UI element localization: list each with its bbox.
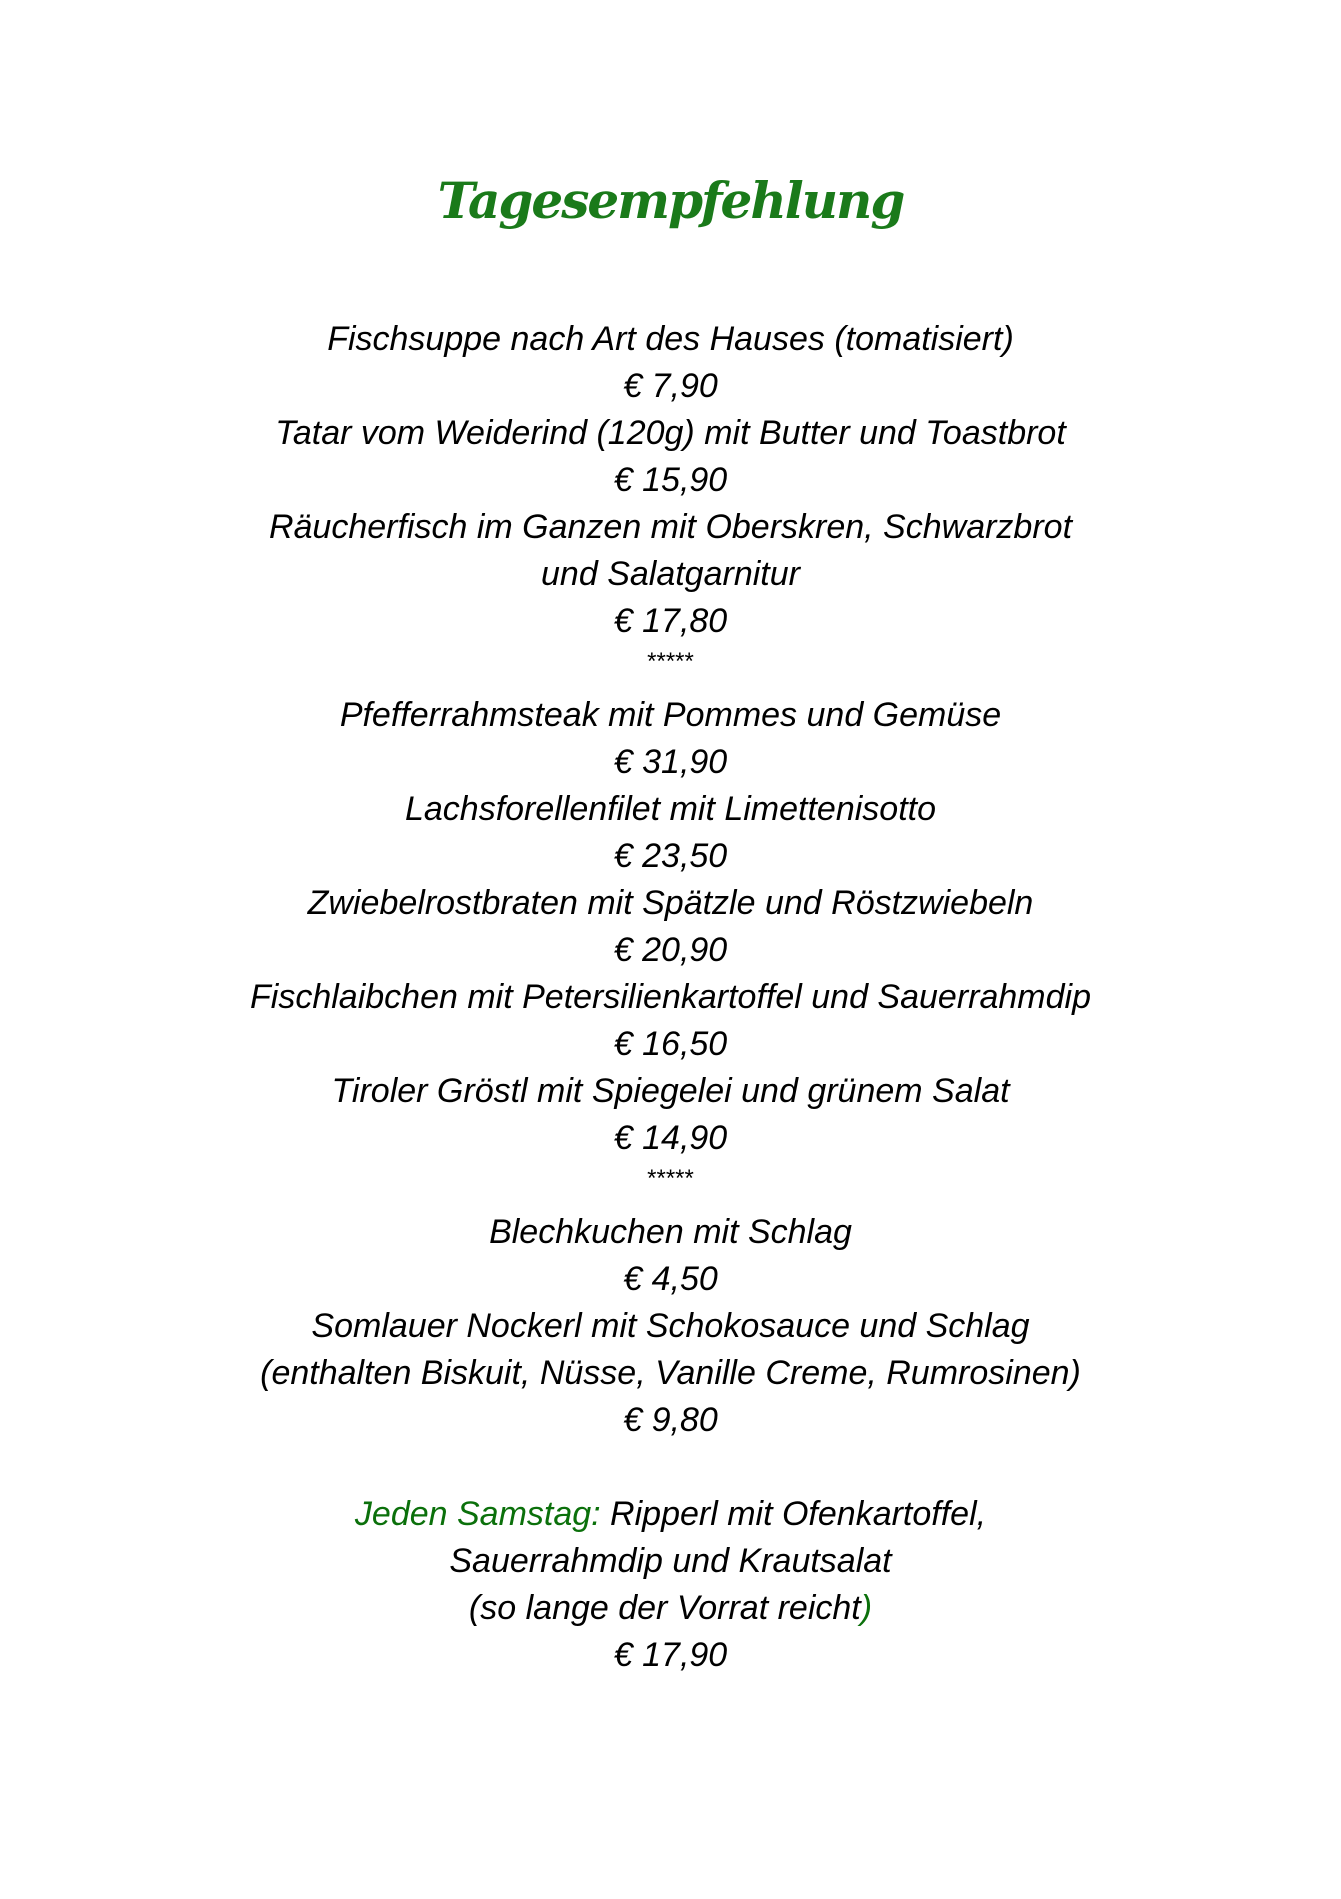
menu-item xyxy=(0,1209,1341,1303)
spacer xyxy=(0,1444,1341,1491)
dish-name: Lachsforellenfilet mit Limettenisotto xyxy=(404,790,937,828)
menu-item xyxy=(0,316,1341,410)
dish-name: Tatar vom Weiderind (120g) mit Butter und Toastbrot xyxy=(275,414,1066,452)
saturday-dish-continued: Sauerrahmdip und Krautsalat xyxy=(449,1542,892,1580)
page-title: Tagesempfehlung xyxy=(437,171,904,230)
saturday-note-close: ) xyxy=(860,1589,873,1627)
menu-item xyxy=(0,880,1341,974)
menu-item xyxy=(0,1303,1341,1444)
dish-price: € 15,90 xyxy=(613,461,728,499)
dish-price: € 16,50 xyxy=(613,1025,728,1063)
desserts-section xyxy=(0,1209,1341,1444)
saturday-price: € 17,90 xyxy=(613,1636,728,1674)
saturday-dish: Ripperl mit Ofenkartoffel, xyxy=(600,1495,987,1533)
menu-item xyxy=(0,692,1341,786)
starters-section xyxy=(0,316,1341,645)
saturday-note xyxy=(0,1585,1341,1632)
menu-item xyxy=(0,504,1341,645)
menu-item xyxy=(0,786,1341,880)
dish-price: € 9,80 xyxy=(623,1401,718,1439)
dish-name: Blechkuchen mit Schlag xyxy=(489,1213,852,1251)
section-separator: ***** xyxy=(647,648,694,675)
dish-name: Zwiebelrostbraten mit Spätzle und Röstzwiebeln xyxy=(307,884,1034,922)
menu-item xyxy=(0,410,1341,504)
dish-name: Somlauer Nockerl mit Schokosauce und Schlag xyxy=(311,1307,1030,1345)
saturday-special-line xyxy=(0,1491,1341,1538)
menu-item xyxy=(0,1068,1341,1162)
dish-name: Fischlaibchen mit Petersilienkartoffel und Sauerrahmdip xyxy=(250,978,1091,1016)
menu-item xyxy=(0,974,1341,1068)
dish-price: € 31,90 xyxy=(613,743,728,781)
dish-name: Tiroler Gröstl mit Spiegelei und grünem Salat xyxy=(331,1072,1010,1110)
mains-section xyxy=(0,692,1341,1162)
section-separator: ***** xyxy=(647,1165,694,1192)
saturday-special xyxy=(0,1491,1341,1679)
menu-list xyxy=(0,316,1341,1679)
dish-name-continued: und Salatgarnitur xyxy=(541,555,800,593)
dish-price: € 7,90 xyxy=(623,367,718,405)
dish-name: Pfefferrahmsteak mit Pommes und Gemüse xyxy=(339,696,1002,734)
dish-description: (enthalten Biskuit, Nüsse, Vanille Creme, Rumrosinen) xyxy=(260,1354,1081,1392)
saturday-label: Jeden Samstag: xyxy=(354,1495,601,1533)
dish-price: € 23,50 xyxy=(613,837,728,875)
saturday-note-text: (so lange der Vorrat reicht xyxy=(468,1589,861,1627)
dish-price: € 14,90 xyxy=(613,1119,728,1157)
dish-price: € 20,90 xyxy=(613,931,728,969)
dish-name: Räucherfisch im Ganzen mit Oberskren, Schwarzbrot xyxy=(268,508,1073,546)
dish-price: € 17,80 xyxy=(613,602,728,640)
dish-price: € 4,50 xyxy=(623,1260,718,1298)
dish-name: Fischsuppe nach Art des Hauses (tomatisiert) xyxy=(327,320,1014,358)
